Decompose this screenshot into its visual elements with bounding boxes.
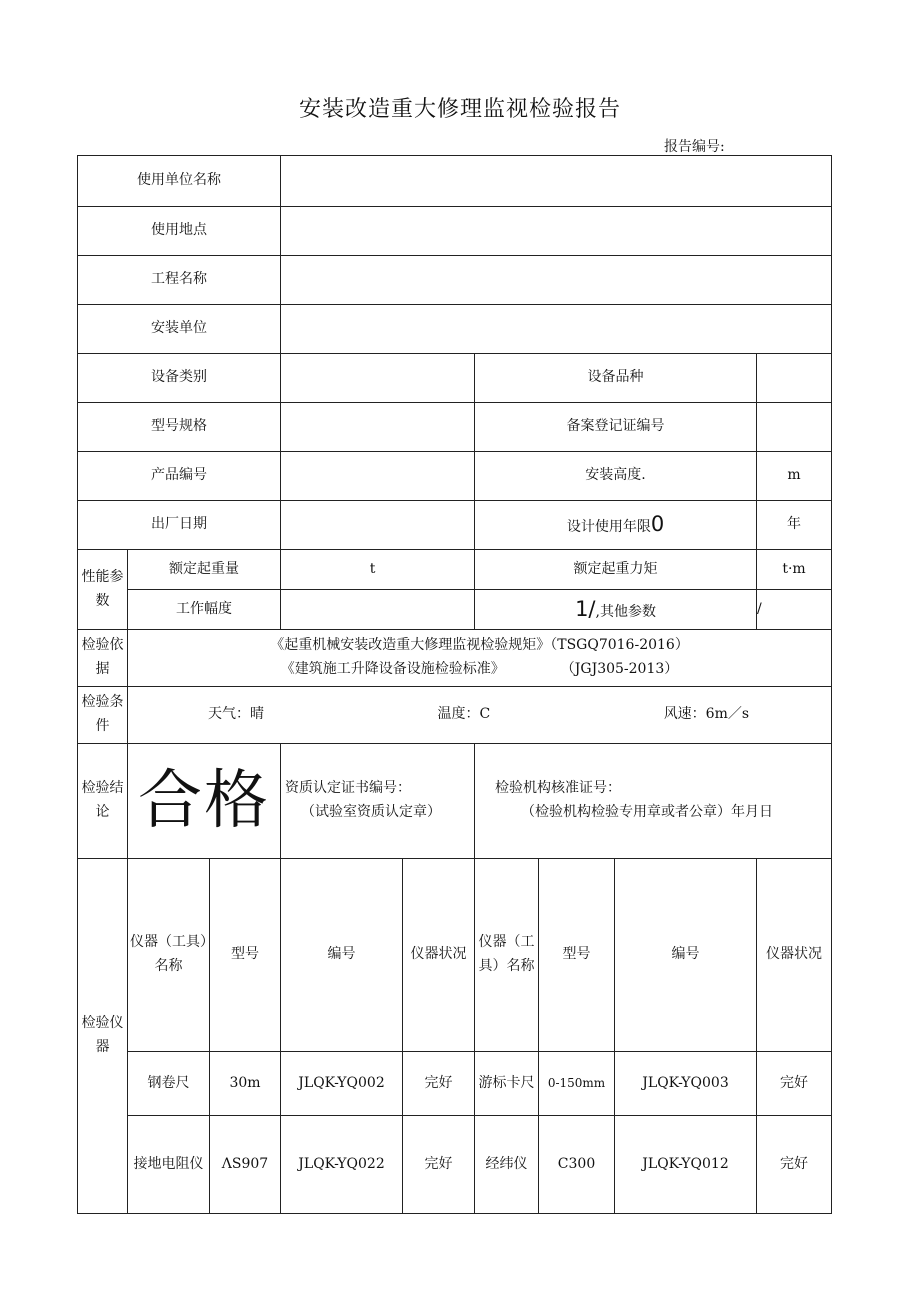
instrument-name: 接地电阻仪 bbox=[128, 1116, 210, 1214]
instrument-name: 游标卡尺 bbox=[475, 1052, 539, 1116]
report-table bbox=[77, 155, 832, 1214]
label-user-unit: 使用单位名称 bbox=[78, 156, 281, 207]
conclusion-cert bbox=[281, 744, 475, 859]
row-user-unit bbox=[78, 156, 832, 207]
value-rated-load[interactable] bbox=[281, 550, 475, 590]
value-category[interactable] bbox=[281, 354, 475, 403]
label-category: 设备类别 bbox=[78, 354, 281, 403]
design-life-value: 0 bbox=[650, 512, 665, 537]
value-manufacture-date[interactable] bbox=[281, 501, 475, 550]
label-variety: 设备品种 bbox=[475, 354, 757, 403]
label-install-height: 安装高度. bbox=[475, 452, 757, 501]
approval-number-label: 检验机构核准证号： bbox=[495, 780, 622, 797]
working-range-value: 1/ bbox=[575, 596, 596, 621]
row-basis bbox=[78, 630, 832, 687]
row-project bbox=[78, 256, 832, 305]
value-rated-moment[interactable] bbox=[757, 550, 832, 590]
label-conditions: 检验条件 bbox=[78, 687, 128, 744]
instrument-header-number-1: 编号 bbox=[281, 859, 403, 1052]
instrument-name: 钢卷尺 bbox=[128, 1052, 210, 1116]
row-conclusion bbox=[78, 744, 832, 859]
height-unit: m bbox=[787, 467, 801, 484]
wind-speed: 风速：6m／s bbox=[663, 706, 750, 723]
label-project: 工程名称 bbox=[78, 256, 281, 305]
instrument-status: 完好 bbox=[403, 1116, 475, 1214]
label-model: 型号规格 bbox=[78, 403, 281, 452]
instrument-number: JLQK-YQ012 bbox=[615, 1116, 757, 1214]
label-installer: 安装单位 bbox=[78, 305, 281, 354]
value-product-no[interactable] bbox=[281, 452, 475, 501]
value-other-params[interactable] bbox=[757, 590, 832, 630]
label-other-params bbox=[475, 590, 757, 630]
label-basis: 检验依据 bbox=[78, 630, 128, 687]
value-conditions bbox=[128, 687, 832, 744]
row-product-no bbox=[78, 452, 832, 501]
value-installer[interactable] bbox=[281, 305, 832, 354]
value-install-height[interactable] bbox=[757, 452, 832, 501]
instrument-model: ΛS907 bbox=[210, 1116, 281, 1214]
instrument-model: 0-150mm bbox=[539, 1052, 615, 1116]
label-location: 使用地点 bbox=[78, 207, 281, 256]
label-registration: 备案登记证编号 bbox=[475, 403, 757, 452]
label-conclusion: 检验结论 bbox=[78, 744, 128, 859]
conclusion-org bbox=[475, 744, 832, 859]
label-working-range: 工作幅度 bbox=[128, 590, 281, 630]
label-instruments: 检验仪器 bbox=[78, 859, 128, 1214]
row-model bbox=[78, 403, 832, 452]
instrument-status: 完好 bbox=[403, 1052, 475, 1116]
label-rated-moment: 额定起重力矩 bbox=[475, 550, 757, 590]
instrument-name: 经纬仪 bbox=[475, 1116, 539, 1214]
value-working-range[interactable] bbox=[281, 590, 475, 630]
rated-load-unit: t bbox=[369, 560, 376, 577]
basis-line-2: 《建筑施工升降设备设施检验标准》 （JGJ305-2013） bbox=[280, 661, 679, 677]
cert-number-label: 资质认定证书编号： bbox=[285, 780, 412, 797]
label-manufacture-date: 出厂日期 bbox=[78, 501, 281, 550]
instrument-header-status-2: 仪器状况 bbox=[757, 859, 832, 1052]
report-number-label: 报告编号: bbox=[664, 139, 725, 155]
row-location bbox=[78, 207, 832, 256]
instrument-model: C300 bbox=[539, 1116, 615, 1214]
instrument-header-model-2: 型号 bbox=[539, 859, 615, 1052]
value-registration[interactable] bbox=[757, 403, 832, 452]
value-basis bbox=[128, 630, 832, 687]
row-installer bbox=[78, 305, 832, 354]
value-variety[interactable] bbox=[757, 354, 832, 403]
rated-moment-unit: t·m bbox=[782, 560, 806, 577]
instrument-number: JLQK-YQ002 bbox=[281, 1052, 403, 1116]
instrument-header-status-1: 仪器状况 bbox=[403, 859, 475, 1052]
instrument-status: 完好 bbox=[757, 1116, 832, 1214]
instrument-header-row bbox=[78, 859, 832, 1052]
instrument-header-model-1: 型号 bbox=[210, 859, 281, 1052]
cert-seal-label: （试验室资质认定章） bbox=[301, 804, 442, 820]
basis-line-1: 《起重机械安装改造重大修理监视检验规矩》（TSGQ7016-2016） bbox=[270, 637, 689, 654]
value-design-life[interactable] bbox=[757, 501, 832, 550]
instrument-number: JLQK-YQ003 bbox=[615, 1052, 757, 1116]
row-rated-load bbox=[78, 550, 832, 590]
instrument-header-number-2: 编号 bbox=[615, 859, 757, 1052]
value-location[interactable] bbox=[281, 207, 832, 256]
design-life-text: 设计使用年限 bbox=[566, 519, 651, 536]
label-rated-load: 额定起重量 bbox=[128, 550, 281, 590]
instrument-status: 完好 bbox=[757, 1052, 832, 1116]
temperature: 温度：C bbox=[437, 706, 491, 723]
instrument-number: JLQK-YQ022 bbox=[281, 1116, 403, 1214]
org-seal-label: （检验机构检验专用章或者公章）年月日 bbox=[521, 804, 774, 820]
value-user-unit[interactable] bbox=[281, 156, 832, 207]
value-project[interactable] bbox=[281, 256, 832, 305]
table-row bbox=[78, 1052, 832, 1116]
instrument-header-name-2: 仪器（工具）名称 bbox=[475, 859, 539, 1052]
row-working-range bbox=[78, 590, 832, 630]
row-conditions bbox=[78, 687, 832, 744]
row-manufacture bbox=[78, 501, 832, 550]
instrument-model: 30m bbox=[210, 1052, 281, 1116]
weather: 天气：晴 bbox=[208, 706, 264, 723]
report-title: 安装改造重大修理监视检验报告 bbox=[298, 97, 621, 122]
value-model[interactable] bbox=[281, 403, 475, 452]
table-row bbox=[78, 1116, 832, 1214]
label-product-no: 产品编号 bbox=[78, 452, 281, 501]
instrument-header-name-1: 仪器（工具）名称 bbox=[128, 859, 210, 1052]
other-params-text: ,其他参数 bbox=[595, 603, 656, 620]
label-performance: 性能参数 bbox=[78, 550, 128, 630]
design-life-unit: 年 bbox=[787, 516, 802, 533]
conclusion-result: 合格 bbox=[128, 744, 281, 859]
row-category bbox=[78, 354, 832, 403]
label-design-life bbox=[475, 501, 757, 550]
other-params-value: / bbox=[757, 600, 762, 617]
